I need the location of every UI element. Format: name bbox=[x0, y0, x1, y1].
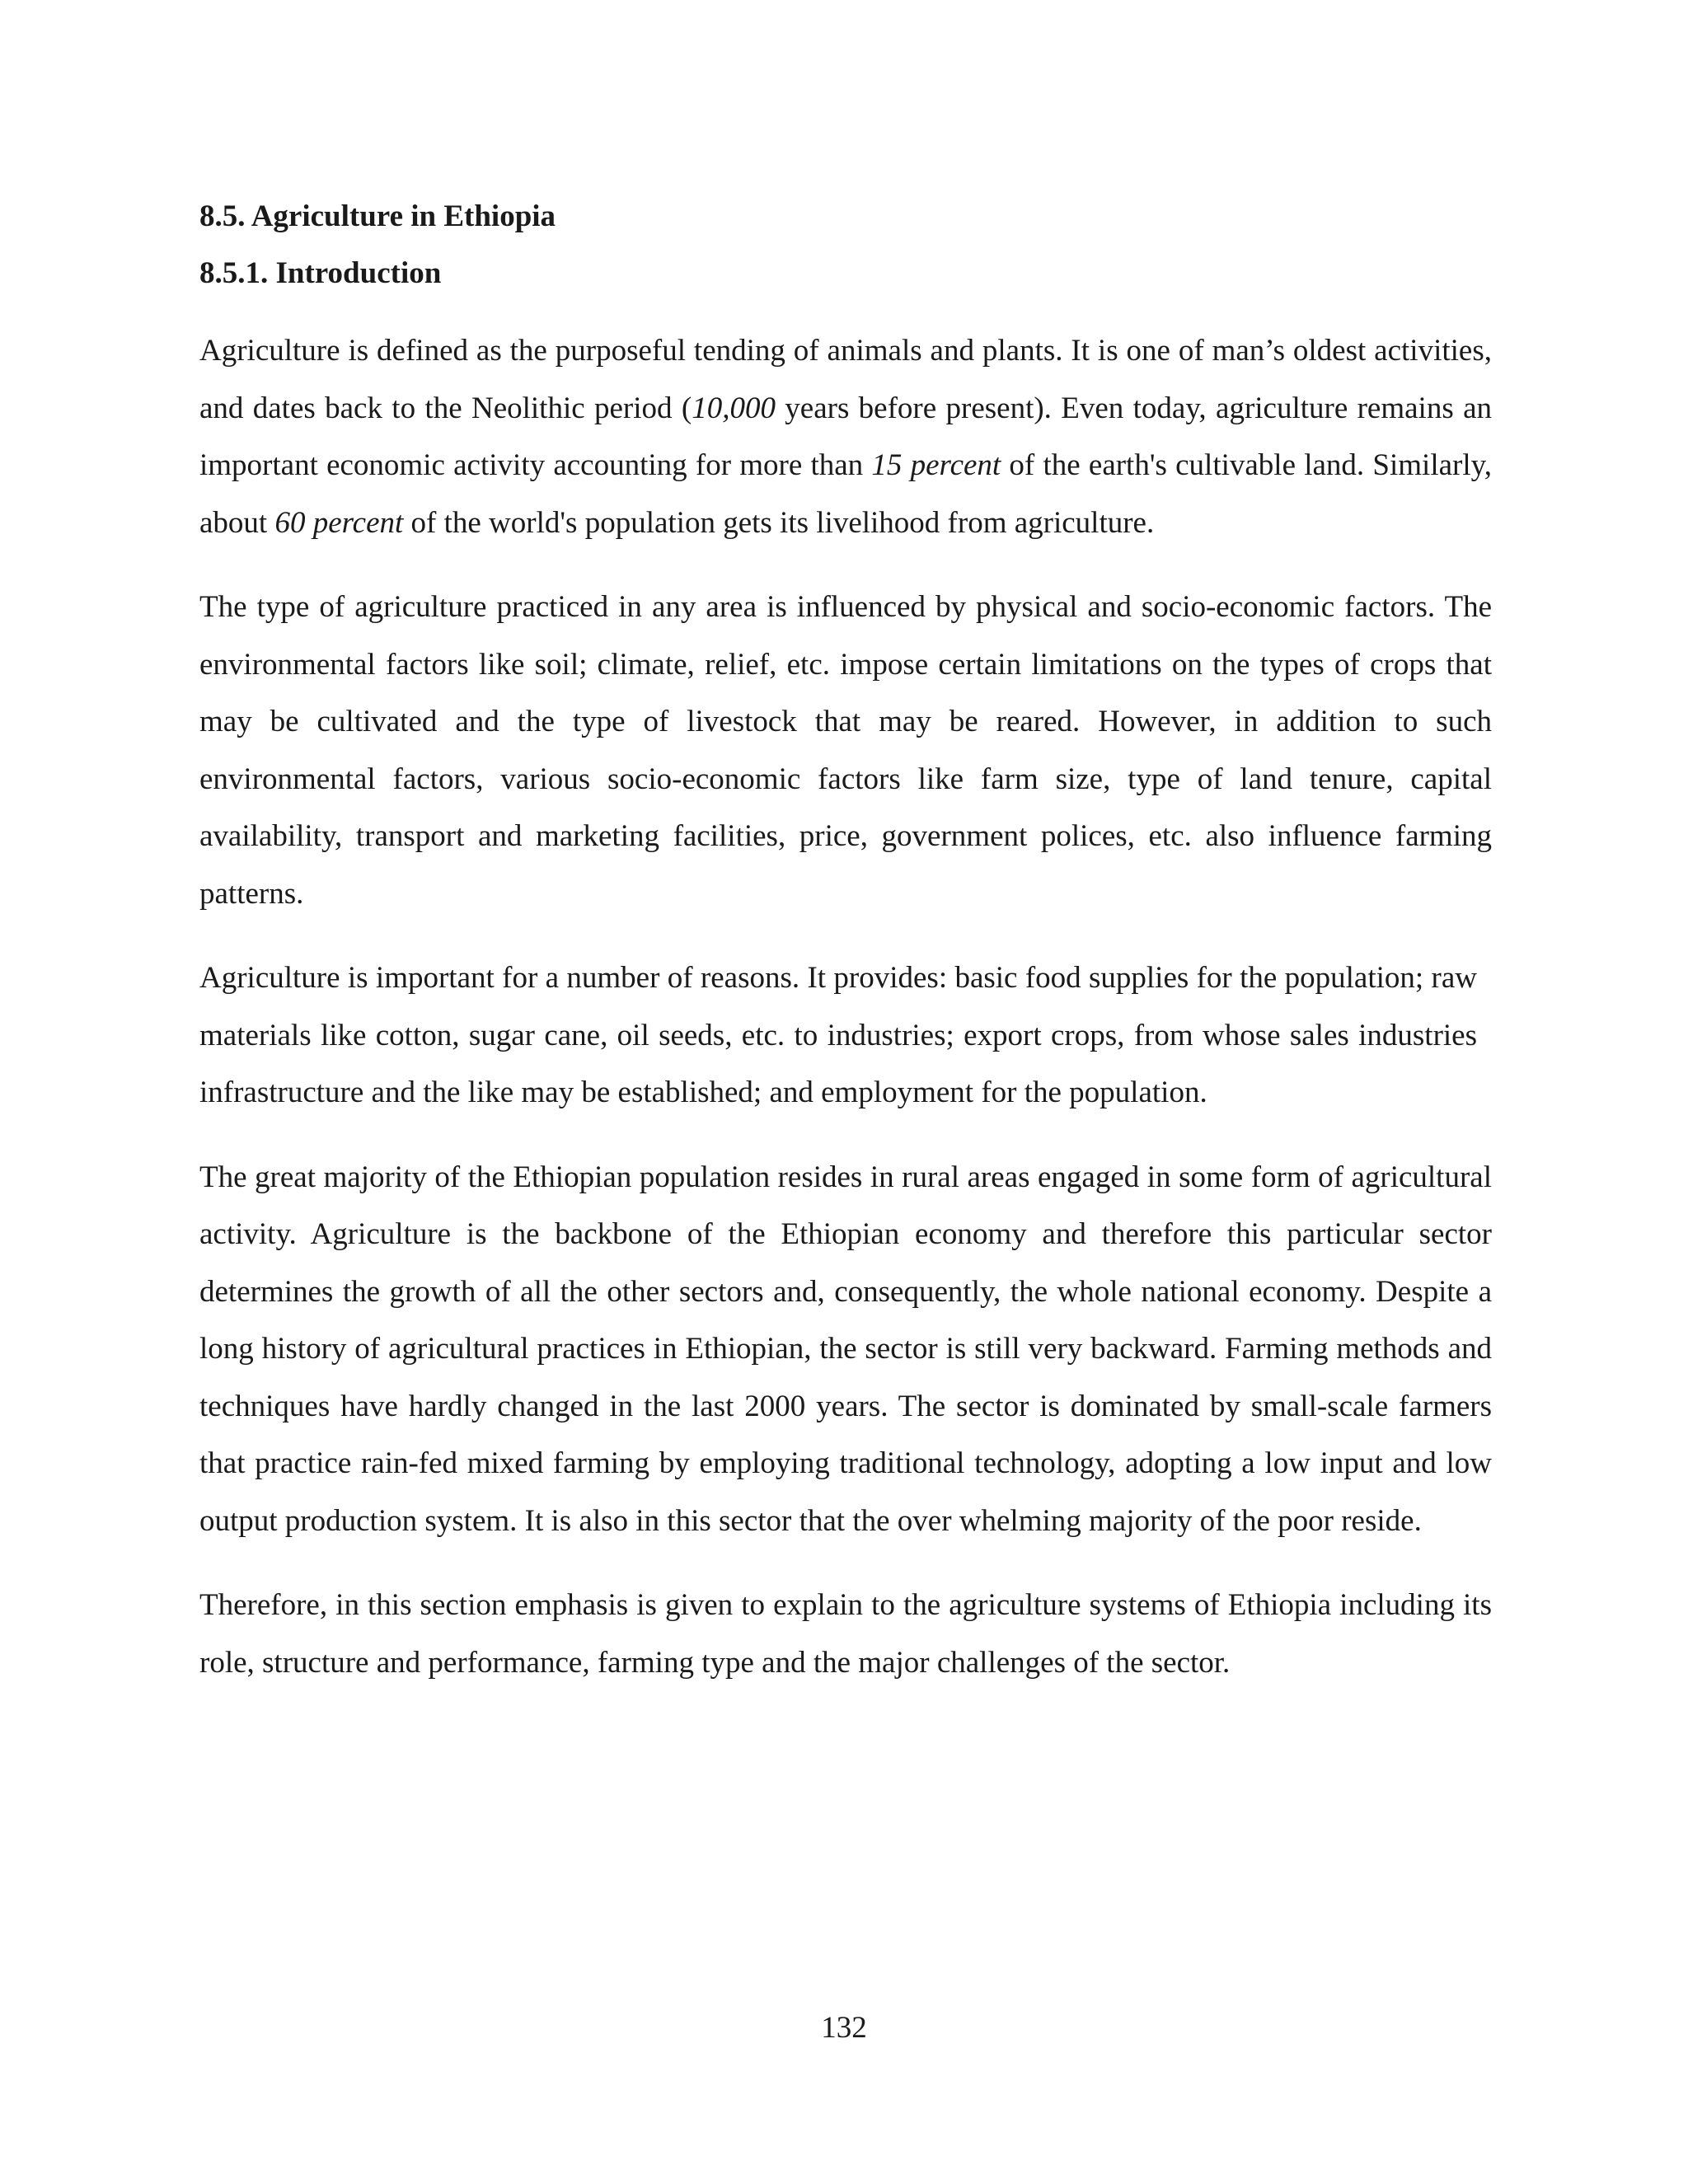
document-page bbox=[199, 194, 1492, 1718]
paragraph-importance: Agriculture is important for a number of reasons. It provides: basic food supplies for the population; raw materials like cotton, sugar cane, oil seeds, etc. to industries; export crops, from whose sales industries infrastructure and the like may be established; and employment for the population. bbox=[199, 961, 1477, 1109]
p1-text-c: years before present). Even today, agriculture remains an important economic activity accounting for more than bbox=[199, 391, 1492, 482]
p1-text-a: Agriculture is defined as the purposeful tending of animals and plants. It is one of man’s oldest activities, and dates back to the Neolithic period ( bbox=[199, 334, 1492, 425]
paragraph-ethiopian-agriculture: The great majority of the Ethiopian population resides in rural areas engaged in some form of agricultural activity. Agriculture is the backbone of the Ethiopian economy and therefore this particular sector determines the growth of all the other sectors and, consequently, the whole national economy. Despite a long history of agricultural practices in Ethiopian, the sector is still very backward. Farming methods and techniques have hardly changed in the last 2000 years. The sector is dominated by small-scale farmers that practice rain-fed mixed farming by employing traditional technology, adopting a low input and low output production system. It is also in this sector that the over whelming majority of the poor reside. bbox=[199, 1160, 1492, 1538]
section-heading: 8.5. Agriculture in Ethiopia bbox=[199, 199, 556, 233]
p1-years-value: 10,000 bbox=[692, 391, 776, 425]
subsection-heading: 8.5.1. Introduction bbox=[199, 256, 442, 290]
p1-text-e: of the earth's cultivable land. Similarly, about bbox=[199, 448, 1492, 540]
p1-population-percent: 60 percent bbox=[274, 505, 404, 540]
page-number: 132 bbox=[821, 2011, 867, 2045]
p1-text-g: of the world's population gets its livelihood from agriculture. bbox=[403, 505, 1155, 540]
paragraph-definition bbox=[199, 322, 1492, 551]
paragraph-factors: The type of agriculture practiced in any area is influenced by physical and socio-economic factors. The environmental factors like soil; climate, relief, etc. impose certain limitations on the types of crops that may be cultivated and the type of livestock that may be reared. However, in addition to such environmental factors, various socio-economic factors like farm size, type of land tenure, capital availability, transport and marketing facilities, price, government polices, etc. also influence farming patterns. bbox=[199, 590, 1492, 911]
paragraph-section-scope: Therefore, in this section emphasis is given to explain to the agriculture systems of Ethiopia including its role, structure and performance, farming type and the major challenges of the sector. bbox=[199, 1588, 1492, 1680]
p1-land-percent: 15 percent bbox=[871, 448, 1001, 482]
